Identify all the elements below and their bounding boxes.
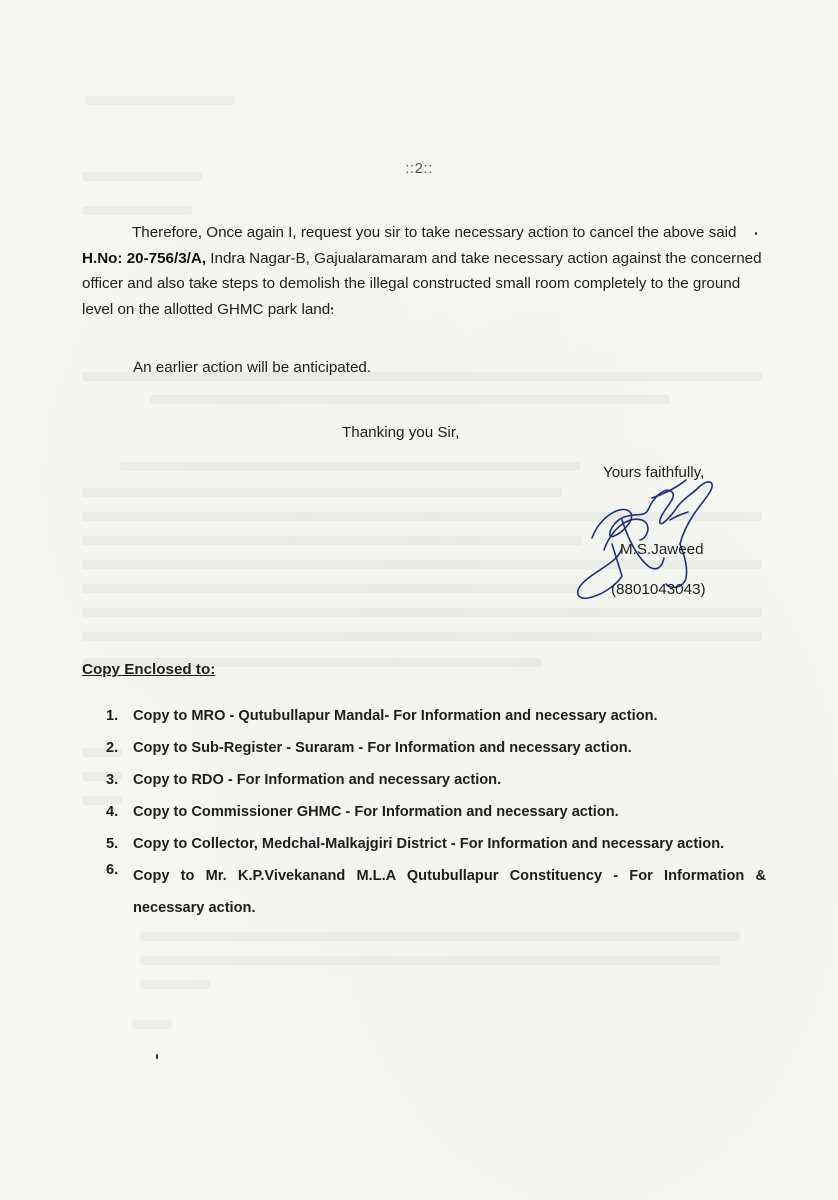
signer-phone: (8801043043) xyxy=(611,581,706,598)
closing-line: Yours faithfully, xyxy=(603,464,705,481)
list-number: 5. xyxy=(106,836,119,852)
list-number: 3. xyxy=(106,772,119,788)
anticipation-line: An earlier action will be anticipated. xyxy=(133,359,372,376)
bleed-through-mark xyxy=(82,632,762,641)
bleed-through-mark xyxy=(132,1020,172,1029)
bleed-through-mark xyxy=(82,608,762,617)
list-item xyxy=(106,738,766,770)
signer-name: M.S.Jaweed xyxy=(620,541,704,558)
paragraph-text-end: Indra Nagar-B, Gajualaramaram and take necessary action against the concerned officer and also take steps to demolish the illegal constructed small room completely to the ground level on the allotted GHMC park land. xyxy=(82,249,762,318)
list-item-text: Copy to Mr. K.P.Vivekanand M.L.A Qutubullapur Constituency - For Information & necessary action. xyxy=(133,868,766,916)
list-number: 4. xyxy=(106,804,119,820)
house-number: H.No: 20-756/3/A, xyxy=(82,249,207,267)
bleed-through-mark xyxy=(140,932,740,941)
thanks-line: Thanking you Sir, xyxy=(342,424,460,441)
bleed-through-mark xyxy=(85,96,235,105)
bleed-through-mark xyxy=(140,980,210,989)
list-number: 6. xyxy=(106,862,119,878)
list-item-text: Copy to Sub-Register - Suraram - For Information and necessary action. xyxy=(133,740,632,756)
bleed-through-mark xyxy=(82,584,582,593)
list-number: 1. xyxy=(106,708,119,724)
speck xyxy=(156,1054,158,1059)
list-item-text: Copy to Collector, Medchal-Malkajgiri District - For Information and necessary action. xyxy=(133,836,725,852)
list-number: 2. xyxy=(106,740,119,756)
bleed-through-mark xyxy=(82,488,562,497)
bleed-through-mark xyxy=(120,462,580,471)
page-number: ::2:: xyxy=(405,160,433,177)
bleed-through-mark xyxy=(140,956,720,965)
list-item xyxy=(106,860,766,924)
paragraph-text-start: Therefore, Once again I, request you sir to take necessary action to cancel the above said xyxy=(132,224,737,241)
list-item xyxy=(106,802,766,834)
copy-enclosed-heading: Copy Enclosed to: xyxy=(82,661,216,678)
bleed-through-mark xyxy=(82,536,582,545)
list-item xyxy=(106,706,766,738)
copy-recipient-list xyxy=(106,706,766,924)
bleed-through-mark xyxy=(82,206,192,215)
list-item-text: Copy to Commissioner GHMC - For Information and necessary action. xyxy=(133,804,619,820)
list-item xyxy=(106,770,766,802)
request-paragraph xyxy=(82,220,764,322)
list-item-text: Copy to RDO - For Information and necessary action. xyxy=(133,772,502,788)
bleed-through-mark xyxy=(150,395,670,404)
list-item-text: Copy to MRO - Qutubullapur Mandal- For Information and necessary action. xyxy=(133,708,658,724)
